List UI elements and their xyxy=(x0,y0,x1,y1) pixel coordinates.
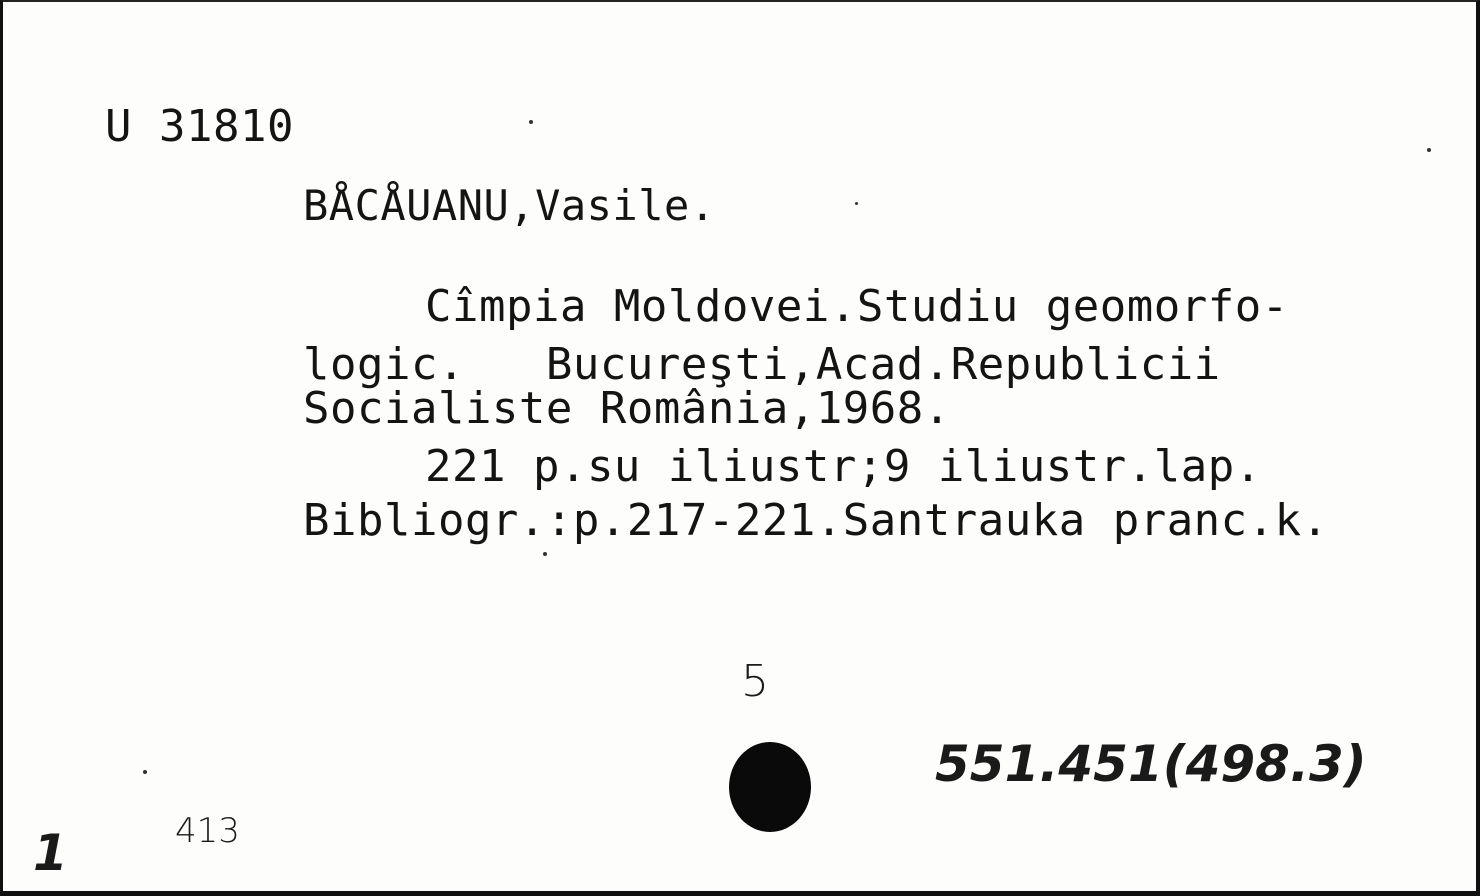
speck xyxy=(143,770,147,774)
handwritten-classification: 551.451(498.3) xyxy=(935,735,1367,793)
handwritten-left-mark: 1 xyxy=(33,824,68,882)
notes-line: Bibliogr.:p.217-221.Santrauka pranc.k. xyxy=(303,495,1329,546)
speck xyxy=(529,120,533,124)
punch-hole xyxy=(729,742,811,832)
speck xyxy=(1427,148,1431,152)
handwritten-copies: 5 xyxy=(741,656,769,707)
handwritten-number: 413 xyxy=(175,811,240,851)
author-heading: BÅCÅUANU,Vasile. xyxy=(303,181,716,230)
call-number: U 31810 xyxy=(105,101,294,152)
collation-line: 221 p.su iliustr;9 iliustr.lap. xyxy=(425,441,1262,492)
title-line-2: logic. Bucureşti,Acad.Republicii xyxy=(303,339,1221,390)
speck xyxy=(543,552,547,556)
title-line-1: Cîmpia Moldovei.Studiu geomorfo- xyxy=(425,281,1289,332)
imprint-line: Socialiste România,1968. xyxy=(303,383,951,434)
speck xyxy=(855,202,858,205)
